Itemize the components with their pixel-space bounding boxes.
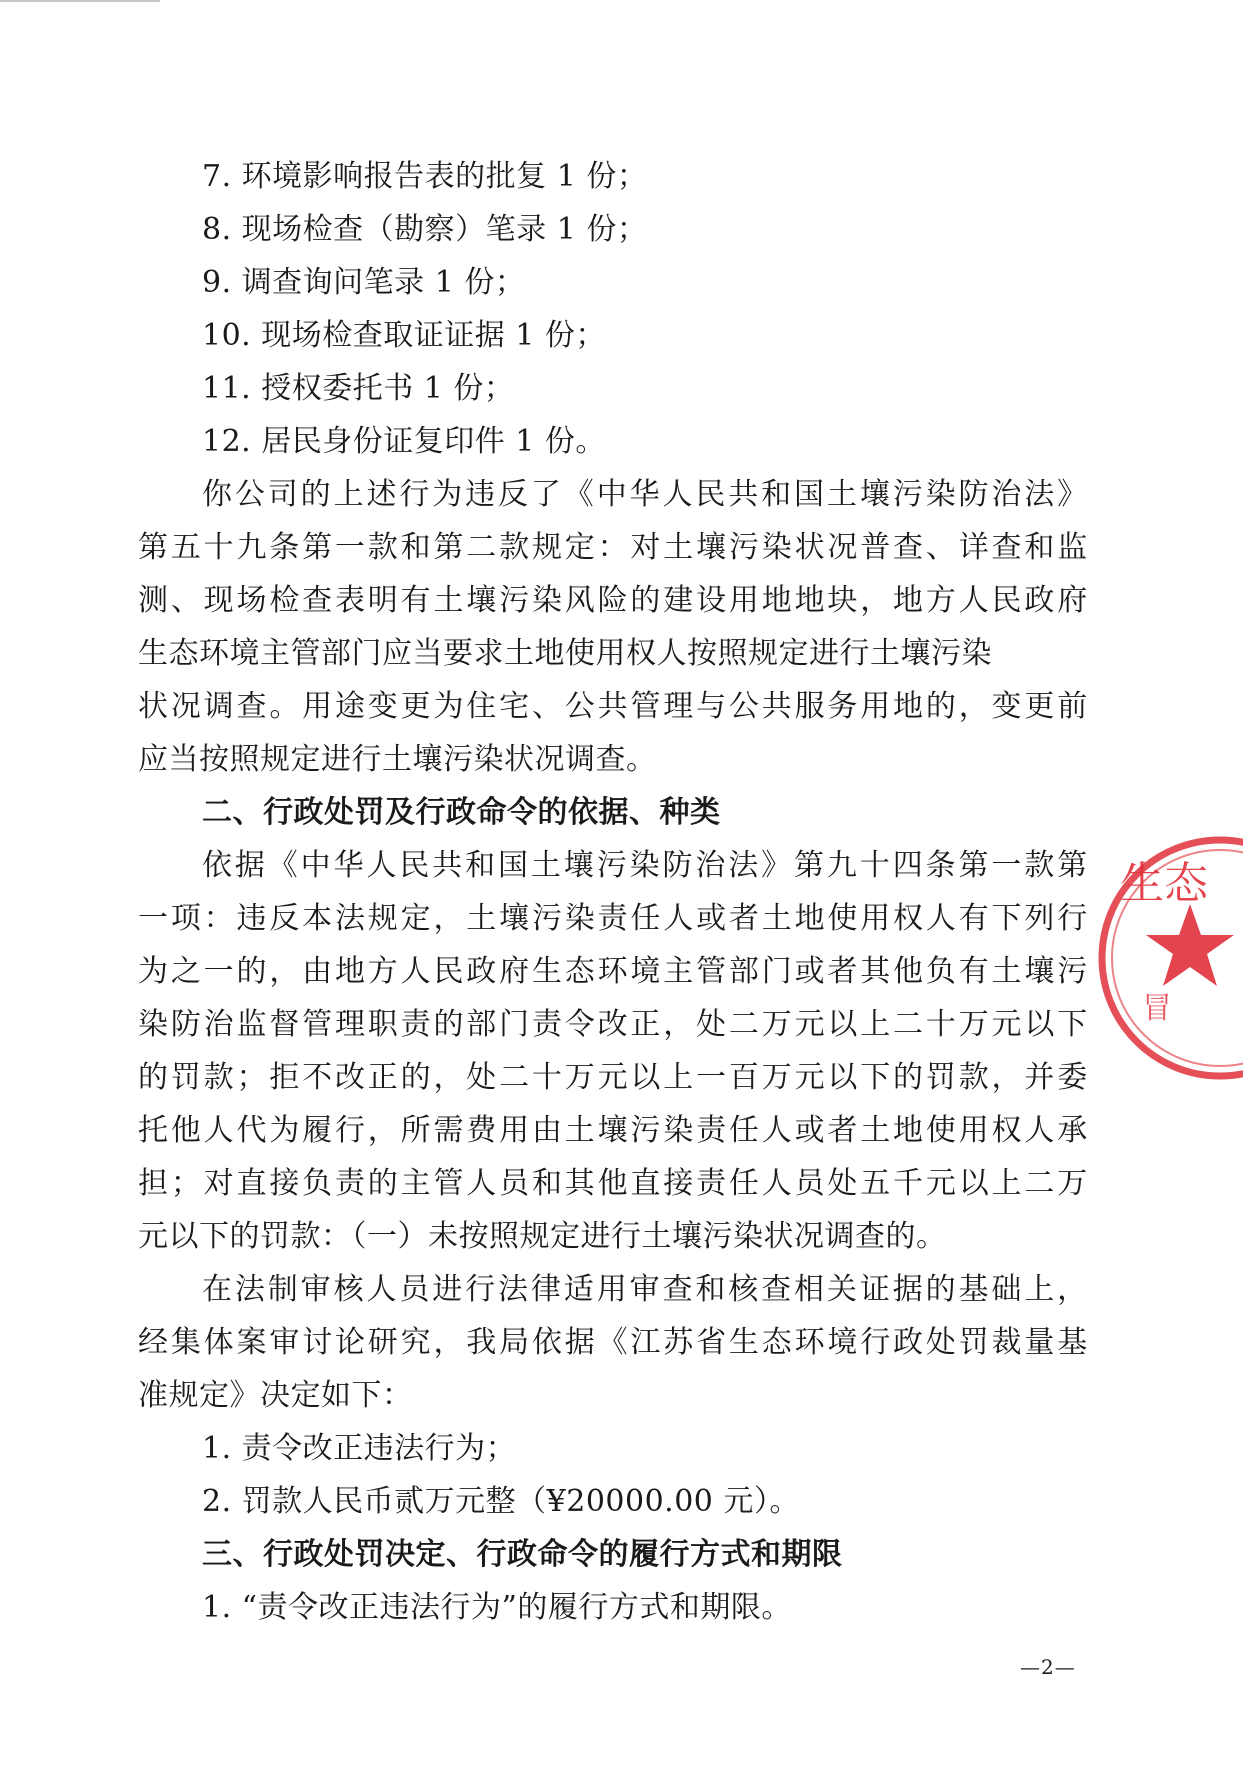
- attachment-list: [138, 150, 1088, 468]
- paragraph-line: 元以下的罚款：（一）未按照规定进行土壤污染状况调查的。: [138, 1219, 947, 1254]
- list-item: 1. 责令改正违法行为；: [202, 1431, 517, 1466]
- paragraph-line: 为 之 一 的 ， 由 地 方 人 民 政 府 生 态 环 境 主 管 部 门 或 者 其 他 负 有 土 壤 污: [138, 954, 1088, 989]
- paragraph-line: 测 、 现 场 检 查 表 明 有 土 壤 污 染 风 险 的 建 设 用 地 地 块 ， 地 方 人 民 政 府: [138, 583, 1088, 618]
- list-item: 7. 环境影响报告表的批复 1 份；: [202, 159, 648, 194]
- list-item: 2. 罚款人民币贰万元整（¥20000.00 元）。: [202, 1484, 800, 1519]
- paragraph-line: 第 五 十 九 条 第 一 款 和 第 二 款 规 定 ： 对 土 壤 污 染 状 况 普 查 、 详 查 和 监: [138, 530, 1088, 565]
- svg-text:冒: 冒: [1142, 991, 1172, 1026]
- list-item: 8. 现场检查（勘察）笔录 1 份；: [202, 212, 648, 247]
- paragraph-line: 你 公 司 的 上 述 行 为 违 反 了 《 中 华 人 民 共 和 国 土 壤 污 染 防 治 法 》: [202, 477, 1088, 512]
- star-icon: [1146, 904, 1234, 986]
- paragraph-line: 担 ； 对 直 接 负 责 的 主 管 人 员 和 其 他 直 接 责 任 人 员 处 五 千 元 以 上 二 万: [138, 1166, 1088, 1201]
- list-item: 12. 居民身份证复印件 1 份。: [202, 424, 606, 459]
- list-item: 1. “责令改正违法行为”的履行方式和期限。: [202, 1590, 792, 1625]
- section-heading: 二、行政处罚及行政命令的依据、种类: [202, 795, 721, 830]
- paragraph-line: 经 集 体 案 审 讨 论 研 究 ， 我 局 依 据 《 江 苏 省 生 态 环 境 行 政 处 罚 裁 量 基: [138, 1325, 1088, 1360]
- document-body: [138, 150, 1088, 1634]
- decision-list: [138, 1422, 1088, 1528]
- list-item: 9. 调查询问笔录 1 份；: [202, 265, 526, 300]
- paragraph-line: 托 他 人 代 为 履 行 ， 所 需 费 用 由 土 壤 污 染 责 任 人 或 者 土 地 使 用 权 人 承: [138, 1113, 1088, 1148]
- top-edge-line: [0, 0, 160, 2]
- paragraph-line: 在 法 制 审 核 人 员 进 行 法 律 适 用 审 查 和 核 查 相 关 证 据 的 基 础 上 ，: [202, 1272, 1088, 1307]
- paragraph-line: 依 据 《 中 华 人 民 共 和 国 土 壤 污 染 防 治 法 》 第 九 十 四 条 第 一 款 第: [202, 848, 1088, 883]
- paragraph-line: 染 防 治 监 督 管 理 职 责 的 部 门 责 令 改 正 ， 处 二 万 元 以 上 二 十 万 元 以 下: [138, 1007, 1088, 1042]
- paragraph-line: 生态环境主管部门应当要求土地使用权人按照规定进行土壤污染: [138, 636, 992, 671]
- decision-paragraph: [138, 1263, 1088, 1422]
- paragraph-line: 的 罚 款 ； 拒 不 改 正 的 ， 处 二 十 万 元 以 上 一 百 万 元 以 下 的 罚 款 ， 并 委: [138, 1060, 1088, 1095]
- paragraph-line: 准规定》决定如下：: [138, 1378, 413, 1413]
- legal-basis-paragraph: [138, 839, 1088, 1263]
- page-number: —2—: [1020, 1655, 1076, 1679]
- violation-paragraph: [138, 468, 1088, 786]
- paragraph-line: 应当按照规定进行土壤污染状况调查。: [138, 742, 657, 777]
- official-seal-stamp: [1090, 828, 1243, 1088]
- list-item: 10. 现场检查取证证据 1 份；: [202, 318, 606, 353]
- paragraph-line: 一 项 ： 违 反 本 法 规 定 ， 土 壤 污 染 责 任 人 或 者 土 地 使 用 权 人 有 下 列 行: [138, 901, 1088, 936]
- list-item: 11. 授权委托书 1 份；: [202, 371, 515, 406]
- seal-text: 生态: [1120, 858, 1208, 909]
- section-heading: 三、行政处罚决定、行政命令的履行方式和期限: [202, 1537, 843, 1572]
- paragraph-line: 状 况 调 查 。 用 途 变 更 为 住 宅 、 公 共 管 理 与 公 共 服 务 用 地 的 ， 变 更 前: [138, 689, 1088, 724]
